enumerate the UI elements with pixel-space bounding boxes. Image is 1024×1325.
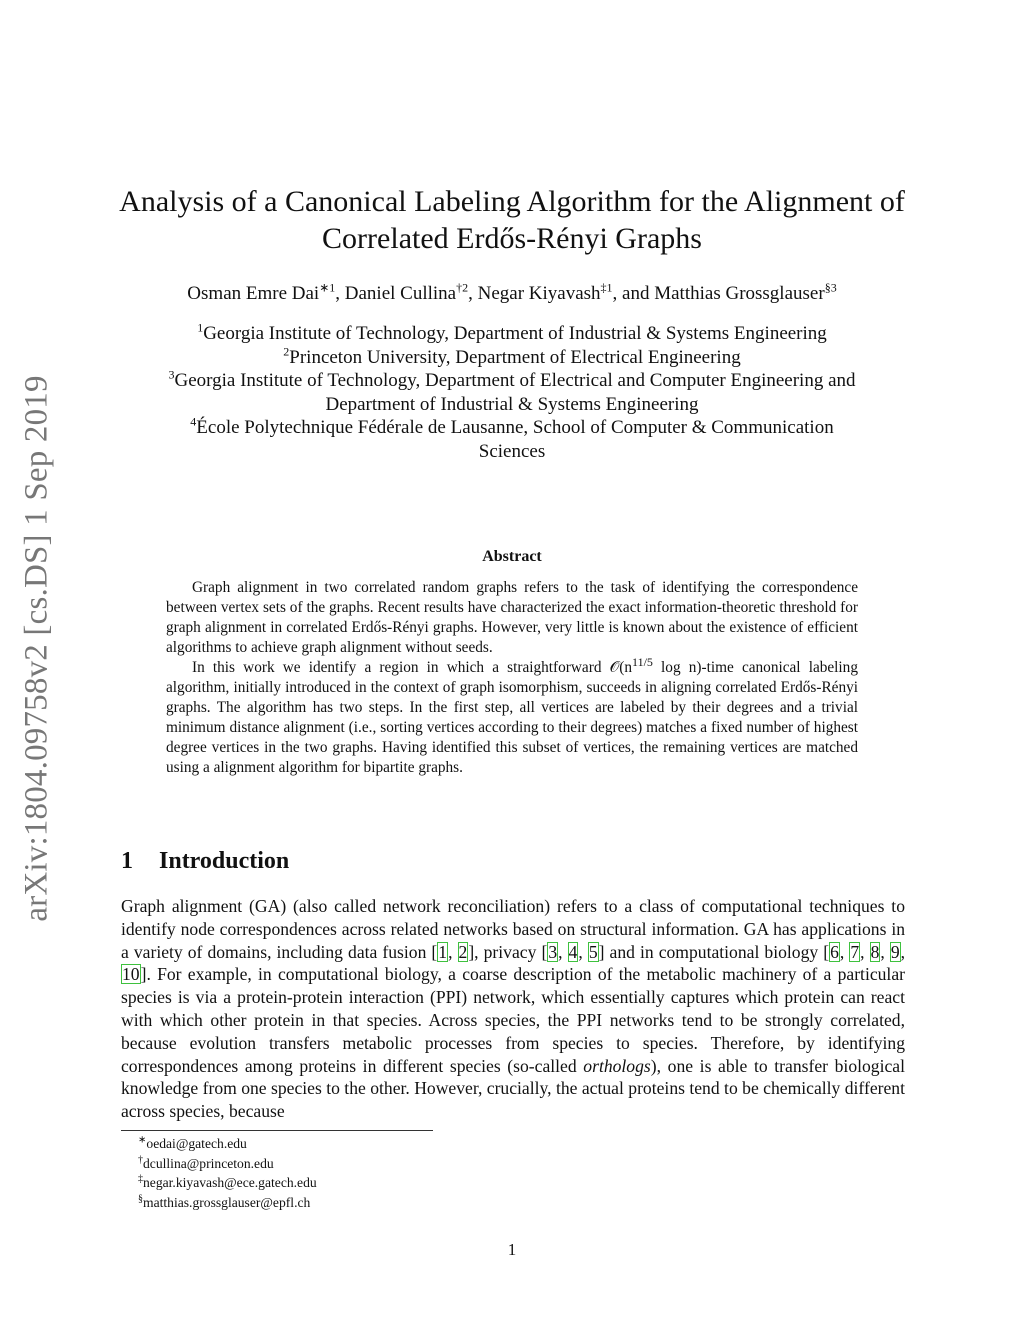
citation-link[interactable]: 7 (850, 941, 860, 962)
footnote (138, 1134, 317, 1154)
abstract-text: In this work we identify a region in which a straightforward (192, 659, 610, 676)
author-list (100, 282, 924, 306)
footnote-rule (121, 1130, 433, 1131)
affiliation-number: 4 (190, 414, 197, 429)
citation-link[interactable]: 2 (458, 941, 468, 962)
affiliation-list (100, 322, 924, 463)
affiliation (100, 346, 924, 370)
citation-link[interactable]: 10 (122, 964, 140, 985)
emphasis-term: orthologs (583, 1055, 651, 1076)
title-line-1: Analysis of a Canonical Labeling Algorithm for the Alignment of (119, 185, 905, 218)
author-mark: ∗1 (319, 280, 336, 295)
introduction-paragraph: Graph alignment (GA) (also called network reconciliation) refers to a class of computational techniques to identify node correspondences across related networks based on structural information. GA has applications in a variety of domains, including data fusion [1, 2], privacy [3, 4, 5] and in computational biology [6, 7, 8, 9, 10]. For example, in computational biology, a coarse description of the metabolic machinery of a particular species is via a protein-protein interaction (PPI) network, which essentially captures which protein can react with which other protein in that species. Across species, the PPI networks tend to be strongly correlated, because evolution transfers metabolic processes from species to species. Therefore, by identifying correspondences among proteins in different species (so-called orthologs), one is able to transfer biological knowledge from one species to the other. However, crucially, the actual proteins tend to be chemically different across species, because (121, 896, 906, 1122)
section-number: 1 (121, 848, 133, 874)
footnote-email: dcullina@princeton.edu (143, 1155, 274, 1171)
citation-link[interactable]: 3 (548, 941, 558, 962)
citation-link[interactable]: 9 (890, 941, 900, 962)
footnote (138, 1193, 317, 1213)
affiliation-text: Department of Industrial & Systems Engineering (325, 393, 699, 415)
affiliation-text: Princeton University, Department of Electrical Engineering (289, 346, 741, 368)
citation-link[interactable]: 5 (588, 941, 598, 962)
abstract-paragraph-2 (166, 654, 858, 778)
footnote (138, 1173, 317, 1193)
affiliation (100, 369, 924, 393)
footnote-mark: ‡ (138, 1173, 143, 1185)
title-line-2: Correlated Erdős-Rényi Graphs (322, 222, 702, 255)
affiliation-number: 1 (197, 320, 204, 335)
abstract-paragraph-1: Graph alignment in two correlated random graphs refers to the task of identifying the correspondence between vertex sets of the graphs. Recent results have characterized the exact information-theoretic threshold for graph alignment in correlated Erdős-Rényi graphs. However, very little is known about the existence of efficient algorithms to achieve graph alignment without seeds. (166, 579, 858, 656)
author-mark: §3 (824, 280, 837, 295)
citation-link[interactable]: 6 (830, 941, 839, 962)
affiliation (100, 416, 924, 440)
body-text: Graph alignment (GA) (also called network reconciliation) refers to a class of computational techniques to identify node correspondences across related networks based on structural information. GA has applications in a variety of domains, including data fusion [ (121, 896, 905, 962)
citation-link[interactable]: 8 (870, 941, 880, 962)
complexity-formula (609, 654, 702, 676)
abstract-text: -time canonical labeling algorithm, initially introduced in the context of graph isomorphism, succeeds in aligning correlated Erdős-Rényi graphs. The algorithm has two steps. In the first step, all vertices are labeled by their degrees and a trivial minimum distance alignment (i.e., sorting vertices according to their degrees) matches a fixed number of highest degree vertices in the two graphs. Having identified this subset of vertices, the remaining vertices are matched using a alignment algorithm for bipartite graphs. (166, 659, 858, 776)
body-text: ], privacy [ (468, 941, 548, 962)
affiliation-number: 3 (168, 367, 175, 382)
citation-link[interactable]: 4 (568, 941, 578, 962)
arxiv-stamp (12, 366, 62, 931)
footnote-list (138, 1134, 317, 1212)
author-mark: †2 (456, 280, 469, 295)
abstract-body (166, 578, 858, 778)
footnote-email: oedai@gatech.edu (146, 1136, 247, 1151)
body-text: ), one is able to transfer biological knowledge from one species to the other. However, crucially, the actual proteins tend to be chemically different across species, because (121, 1055, 905, 1122)
footnote-email: negar.kiyavash@ece.gatech.edu (143, 1175, 317, 1190)
affiliation-continued (100, 440, 924, 464)
introduction-body (121, 895, 905, 1123)
citation-link[interactable]: 1 (438, 941, 448, 962)
body-text: ] and in computational biology [ (598, 941, 830, 962)
author-name: Daniel Cullina (344, 283, 457, 304)
footnote-mark: † (138, 1153, 143, 1165)
formula-base: 𝒪(n (609, 659, 633, 676)
author-name: Negar Kiyavash (477, 283, 601, 304)
body-text: ]. For example, in computational biology, a coarse description of the metabolic machinery of a particular species is via a protein-protein interaction (PPI) network, which essentially captures which protein can react with which other protein in that species. Across species, the PPI networks tend to be strongly correlated, because evolution transfers metabolic processes from species to species. Therefore, by identifying correspondences among proteins in different species (so-called (121, 964, 905, 1076)
footnote (138, 1154, 317, 1174)
formula-exponent: 11/5 (632, 654, 653, 669)
arxiv-stamp-text: arXiv:1804.09758v2 [cs.DS] 1 Sep 2019 (18, 375, 55, 922)
author-name: Matthias Grossglauser (654, 283, 825, 304)
footnote-mark: § (138, 1192, 143, 1204)
affiliation-continued (100, 393, 924, 417)
author-separator: , (335, 283, 345, 304)
footnote-mark: ∗ (138, 1134, 147, 1146)
affiliation (100, 322, 924, 346)
footnote-email: matthias.grossglauser@epfl.ch (143, 1194, 311, 1210)
paper-title (100, 183, 924, 257)
affiliation-text: Georgia Institute of Technology, Department of Industrial & Systems Engineering (203, 323, 827, 344)
author-mark: ‡1 (600, 280, 613, 295)
formula-log: log n) (652, 659, 702, 676)
page-number: 1 (507, 1240, 517, 1259)
affiliation-text: Sciences (478, 440, 546, 462)
author-name: Osman Emre Dai (187, 283, 320, 304)
affiliation-text: École Polytechnique Fédérale de Lausanne, School of Computer & Communication (196, 417, 834, 438)
affiliation-number: 2 (283, 344, 290, 359)
author-separator: , and (612, 283, 655, 304)
author-separator: , (468, 283, 478, 304)
abstract-heading: Abstract (482, 548, 542, 565)
affiliation-text: Georgia Institute of Technology, Department of Electrical and Computer Engineering and (174, 370, 856, 391)
section-title: Introduction (159, 848, 290, 874)
section-heading (121, 848, 289, 875)
